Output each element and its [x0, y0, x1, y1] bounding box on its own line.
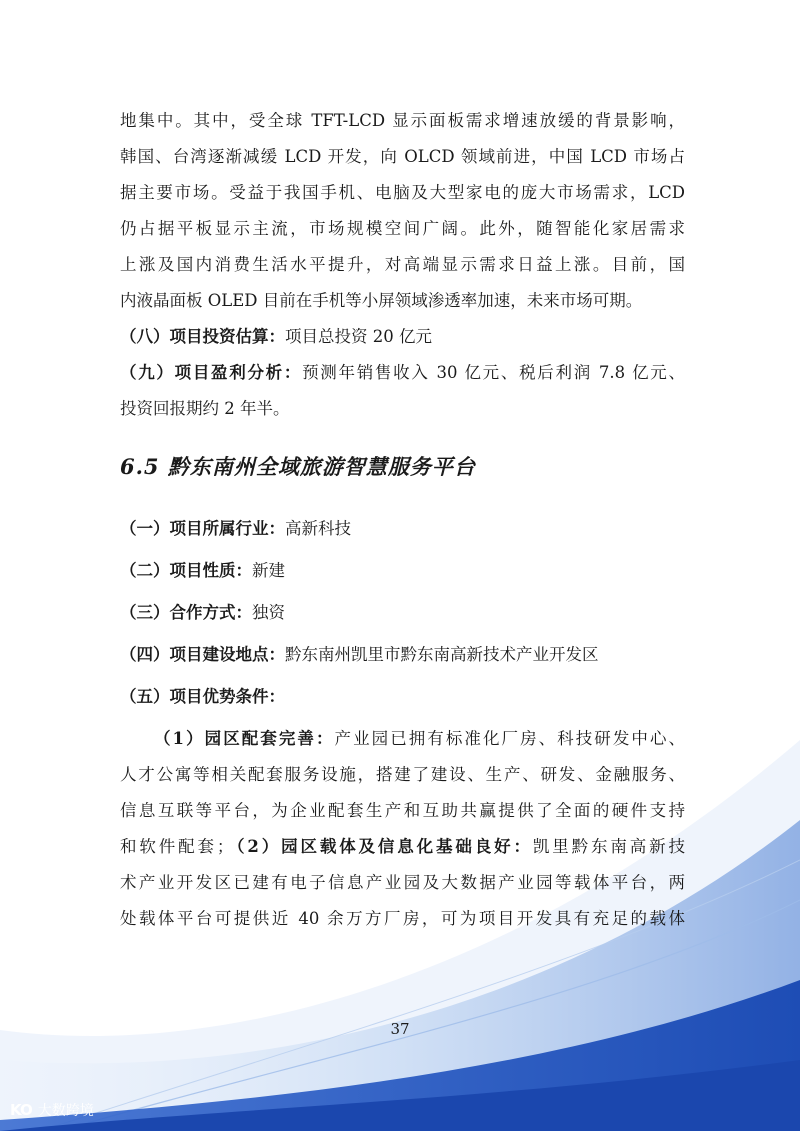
- paragraph-line: 信息互联等平台，为企业配套生产和互助共赢提供了全面的硬件支持: [120, 801, 685, 820]
- brand-watermark: [10, 1098, 94, 1122]
- item-nature: [120, 553, 685, 589]
- advantage-1-label: （1）园区配套完善：: [154, 729, 335, 748]
- item-location: [120, 637, 685, 673]
- main-content: [120, 103, 685, 937]
- paragraph-line: [120, 721, 685, 757]
- investment-value: 项目总投资 20 亿元: [285, 327, 432, 346]
- paragraph-line: [120, 829, 685, 865]
- item-cooperation: [120, 595, 685, 631]
- profit-analysis: [120, 355, 685, 391]
- item-label: （三）合作方式：: [120, 603, 252, 622]
- item-value: 新建: [252, 561, 285, 580]
- advantage-2-pre: 和软件配套；: [120, 837, 234, 856]
- investment-label: （八）项目投资估算：: [120, 327, 285, 346]
- paragraph-line: 仍占据平板显示主流，市场规模空间广阔。此外，随智能化家居需求: [120, 219, 685, 238]
- paragraph-line: 据主要市场。受益于我国手机、电脑及大型家电的庞大市场需求，LCD: [120, 183, 685, 202]
- item-label: （二）项目性质：: [120, 561, 252, 580]
- item-advantages: [120, 679, 685, 715]
- profit-value: 预测年销售收入 30 亿元、税后利润 7.8 亿元、: [302, 363, 685, 382]
- item-label: （一）项目所属行业：: [120, 519, 285, 538]
- brand-logo-icon: KO: [10, 1101, 32, 1119]
- item-value: 黔东南州凯里市黔东南高新技术产业开发区: [285, 645, 599, 664]
- item-value: 独资: [252, 603, 285, 622]
- profit-analysis-cont: 投资回报期约 2 年半。: [120, 399, 290, 418]
- item-industry: [120, 511, 685, 547]
- advantage-2-text: 凯里黔东南高新技: [532, 837, 686, 856]
- paragraph-line: 内液晶面板 OLED 目前在手机等小屏领域渗透率加速，未来市场可期。: [120, 291, 643, 310]
- paragraph-line: 上涨及国内消费生活水平提升，对高端显示需求日益上涨。目前，国: [120, 255, 685, 274]
- item-label: （五）项目优势条件：: [120, 687, 285, 706]
- paragraph-line: 韩国、台湾逐渐减缓 LCD 开发，向 OLCD 领域前进，中国 LCD 市场占: [120, 147, 685, 166]
- profit-label: （九）项目盈利分析：: [120, 363, 303, 382]
- advantage-paragraph: [120, 721, 685, 937]
- paragraph-line: 术产业开发区已建有电子信息产业园及大数据产业园等载体平台，两: [120, 873, 685, 892]
- item-label: （四）项目建设地点：: [120, 645, 285, 664]
- item-value: 高新科技: [285, 519, 351, 538]
- investment-estimate: [120, 319, 685, 355]
- brand-name: 大数跨境: [37, 1103, 94, 1119]
- intro-paragraph: [120, 103, 685, 319]
- paragraph-line: 地集中。其中，受全球 TFT-LCD 显示面板需求增速放缓的背景影响，: [120, 111, 685, 130]
- section-heading: 6.5 黔东南州全域旅游智慧服务平台: [120, 454, 476, 479]
- advantage-1-text: 产业园已拥有标准化厂房、科技研发中心、: [334, 729, 686, 748]
- paragraph-line: 处载体平台可提供近 40 余万方厂房，可为项目开发具有充足的载体: [120, 909, 685, 928]
- page-number: 37: [390, 1020, 410, 1038]
- advantage-2-label: （2）园区载体及信息化基础良好：: [233, 837, 533, 856]
- paragraph-line: 人才公寓等相关配套服务设施，搭建了建设、生产、研发、金融服务、: [120, 765, 685, 784]
